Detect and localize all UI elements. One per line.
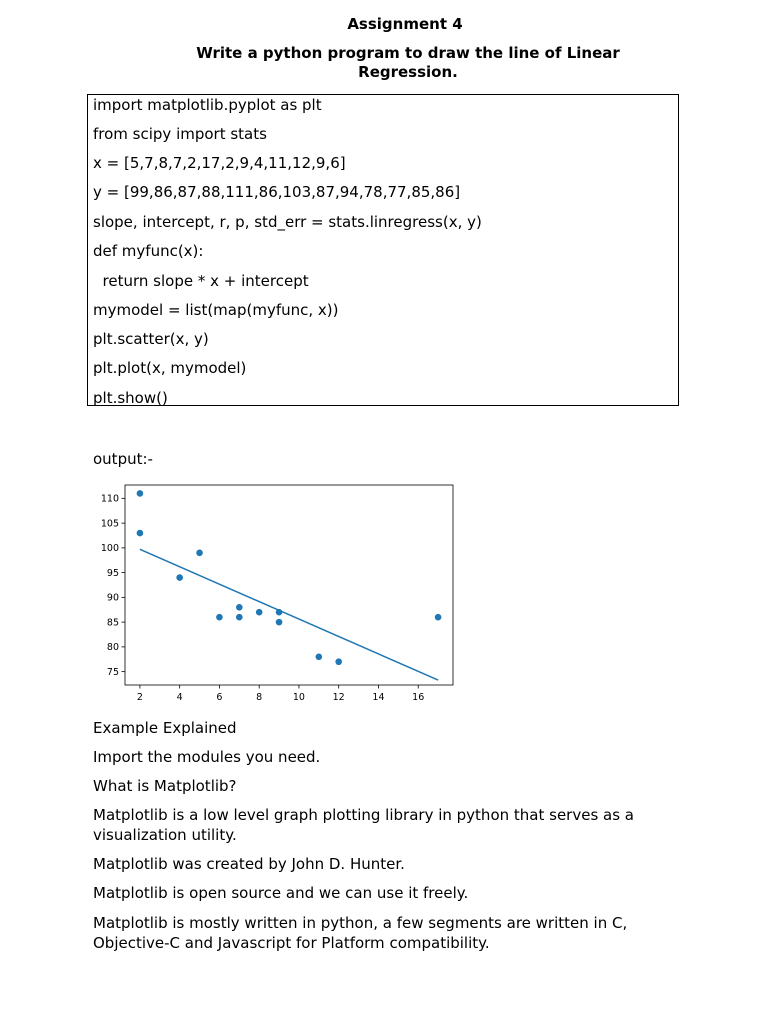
scatter-point [176, 574, 183, 581]
code-line: plt.scatter(x, y) [93, 330, 209, 348]
paragraph: Matplotlib is a low level graph plotting library in python that serves as a visualization utility. [93, 806, 634, 844]
paragraph: Import the modules you need. [93, 748, 321, 766]
assignment-subtitle: Write a python program to draw the line of Linear Regression. [196, 44, 620, 81]
x-tick-label: 8 [256, 692, 263, 703]
code-line: y = [99,86,87,88,111,86,103,87,94,78,77,85,86] [93, 183, 461, 201]
x-tick-label: 2 [136, 692, 143, 703]
y-tick-label: 105 [100, 518, 119, 530]
y-tick-label: 100 [100, 543, 119, 555]
paragraph: Matplotlib is mostly written in python, a few segments are written in C, Objective-C and Javascript for Platform compatibility. [93, 914, 628, 952]
code-line: from scipy import stats [93, 125, 267, 143]
code-line: return slope * x + intercept [93, 272, 309, 290]
x-tick-label: 6 [216, 692, 223, 703]
output-label: output:- [93, 450, 153, 468]
code-line: plt.plot(x, mymodel) [93, 359, 247, 377]
scatter-point [236, 604, 243, 611]
y-tick-label: 95 [106, 567, 119, 579]
paragraph: Matplotlib is open source and we can use it freely. [93, 884, 469, 902]
y-tick-label: 75 [106, 666, 119, 678]
paragraph: What is Matplotlib? [93, 777, 237, 795]
x-tick-label: 14 [372, 692, 385, 703]
code-block [87, 94, 679, 406]
y-tick-label: 85 [106, 617, 119, 629]
x-tick-label: 12 [332, 692, 345, 703]
scatter-point [137, 530, 144, 537]
code-line: mymodel = list(map(myfunc, x)) [93, 301, 339, 319]
scatter-point [256, 609, 263, 616]
scatter-point [335, 658, 342, 665]
plot-frame [125, 485, 453, 685]
scatter-point [196, 550, 203, 557]
y-tick-label: 80 [106, 642, 119, 654]
y-tick-label: 90 [106, 592, 119, 604]
scatter-point [216, 614, 223, 621]
scatter-chart [98, 478, 458, 708]
paragraph: Matplotlib was created by John D. Hunter. [93, 855, 405, 873]
scatter-point [137, 490, 144, 497]
x-tick-label: 4 [176, 692, 183, 703]
code-line: x = [5,7,8,7,2,17,2,9,4,11,12,9,6] [93, 154, 346, 172]
code-line: def myfunc(x): [93, 242, 204, 260]
scatter-point [276, 609, 283, 616]
scatter-point [316, 653, 323, 660]
x-tick-label: 10 [292, 692, 305, 703]
scatter-point [236, 614, 243, 621]
x-tick-label: 16 [412, 692, 425, 703]
code-line: slope, intercept, r, p, std_err = stats.linregress(x, y) [93, 213, 482, 231]
scatter-point [276, 619, 283, 626]
scatter-point [435, 614, 442, 621]
y-tick-label: 110 [100, 493, 119, 505]
paragraph: Example Explained [93, 719, 237, 737]
code-line: import matplotlib.pyplot as plt [93, 96, 322, 114]
code-line: plt.show() [93, 389, 168, 407]
assignment-title: Assignment 4 [347, 15, 463, 33]
